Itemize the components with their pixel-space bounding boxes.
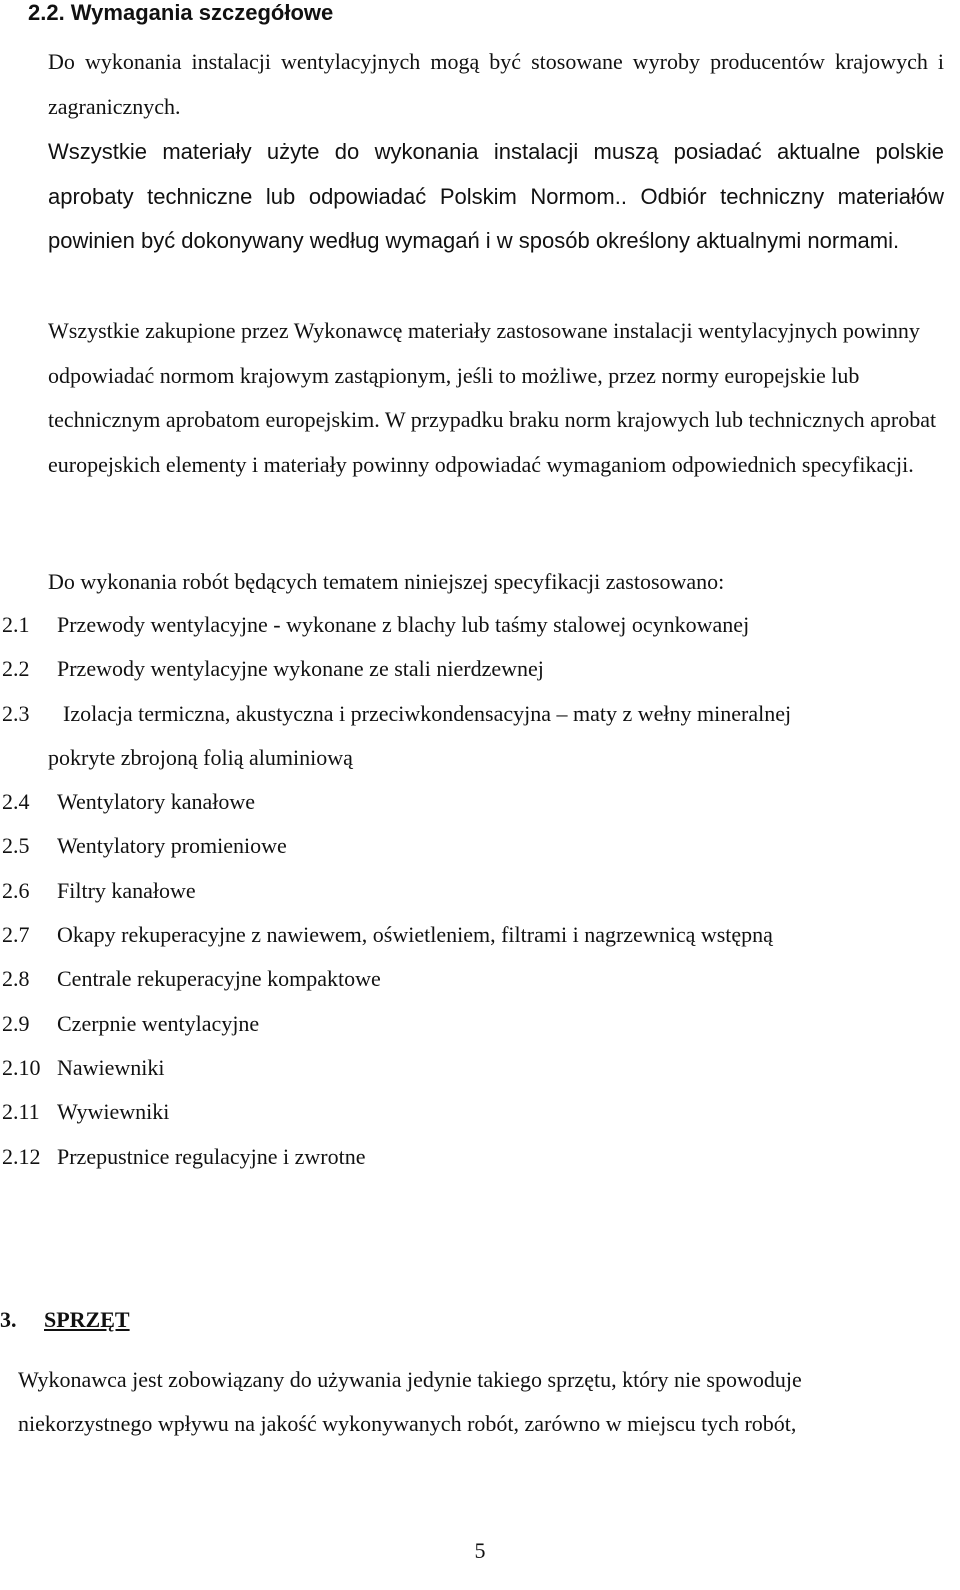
list-item-number: 2.11 [2,1099,40,1125]
list-item [0,824,940,868]
section-title: SPRZĘT [44,1307,130,1332]
materials-list [0,603,940,1179]
list-item-number: 2.12 [2,1143,41,1169]
list-item-text: Izolacja termiczna, akustyczna i przeciwkondensacyjna – maty z wełny mineralnej [63,700,792,726]
list-item-text: pokryte zbrojoną folią aluminiową [48,744,353,770]
list-item [0,1135,940,1179]
section-heading: 2.2. Wymagania szczegółowe [28,0,334,25]
list-item-number: 2.5 [2,833,30,859]
list-intro: Do wykonania robót będących tematem niniejszej specyfikacji zastosowano: [48,569,725,594]
page-number: 5 [474,1538,486,1563]
paragraph-equipment: Wykonawca jest zobowiązany do używania jedynie takiego sprzętu, który nie spowoduje niekorzystnego wpływu na jakość wykonywanych robót, zarówno w miejscu tych robót, [18,1367,802,1436]
paragraph-producers: Do wykonania instalacji wentylacyjnych mogą być stosowane wyroby producentów krajowych i zagranicznych. [48,49,944,119]
list-item-text: Wywiewniki [57,1099,170,1125]
list-item [0,1046,940,1090]
list-item-text: Wentylatory promieniowe [57,833,287,859]
list-item-text: Przewody wentylacyjne - wykonane z blachy lub taśmy stalowej ocynkowanej [57,612,750,637]
paragraph-approvals: Wszystkie materiały użyte do wykonania instalacji muszą posiadać aktualne polskie aprobaty techniczne lub odpowiadać Polskim Normom.. Odbiór techniczny materiałów powinien być dokonywany według wymagań i w sposób określony aktualnymi normami. [48,139,944,254]
list-item [0,603,940,647]
list-item-number: 2.6 [2,877,30,903]
list-item-text: Przepustnice regulacyjne i zwrotne [57,1143,366,1169]
section-3-heading [0,1300,130,1340]
list-item-number: 2.1 [2,612,30,637]
list-item-number: 2.8 [2,966,30,992]
list-item [0,1090,940,1134]
paragraph-european-norms: Wszystkie zakupione przez Wykonawcę materiały zastosowane instalacji wentylacyjnych powinny odpowiadać normom krajowym zastąpionym, jeśli to możliwe, przez normy europejskie lub technicznym aprobatom europejskim. W przypadku braku norm krajowych lub technicznych aprobat europejskich elementy i materiały powinny odpowiadać wymaganiom odpowiednich specyfikacji. [48,318,937,477]
list-item [0,1002,940,1046]
list-item-number: 2.4 [2,789,30,815]
list-item-number: 2.3 [2,700,30,726]
list-item-text: Nawiewniki [57,1054,165,1080]
list-item-text: Przewody wentylacyjne wykonane ze stali nierdzewnej [57,656,544,682]
list-item-number: 2.7 [2,922,30,948]
list-item-continuation [0,736,940,780]
section-number: 3. [0,1307,17,1332]
list-item [0,957,940,1001]
list-item-number: 2.9 [2,1010,30,1036]
list-item-text: Centrale rekuperacyjne kompaktowe [57,966,381,992]
list-item [0,692,940,736]
list-item-number: 2.2 [2,656,30,682]
list-item [0,869,940,913]
list-item-text: Filtry kanałowe [57,877,196,903]
list-item [0,780,940,824]
list-item [0,647,940,691]
list-item-text: Czerpnie wentylacyjne [57,1010,260,1036]
list-item-text: Wentylatory kanałowe [57,789,255,815]
list-item [0,913,940,957]
list-item-number: 2.10 [2,1054,41,1080]
list-item-text: Okapy rekuperacyjne z nawiewem, oświetleniem, filtrami i nagrzewnicą wstępną [57,922,773,948]
